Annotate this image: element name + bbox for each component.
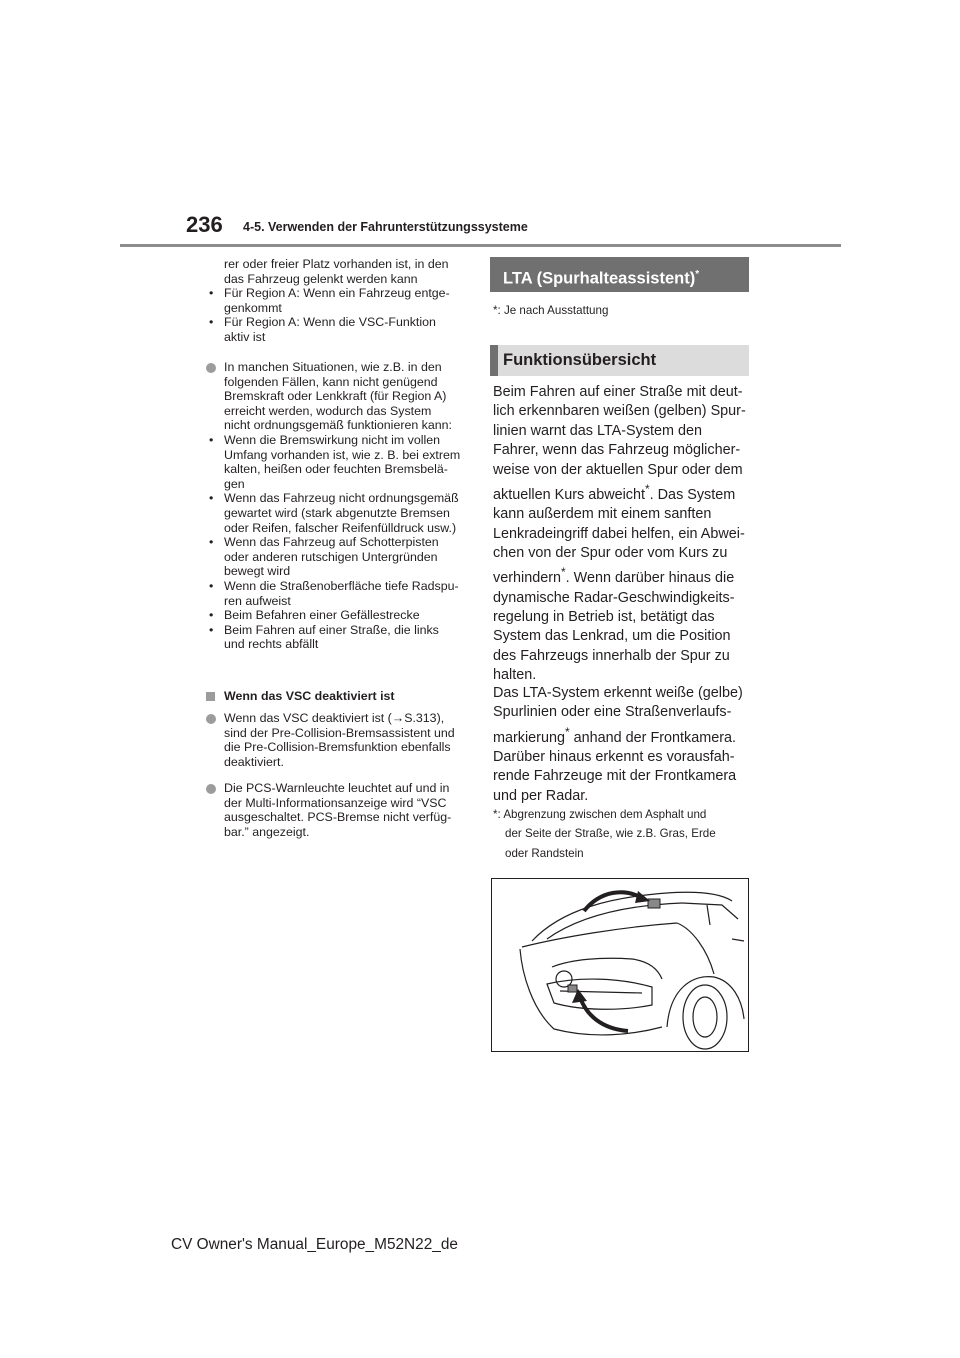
text-line <box>493 480 755 505</box>
text-line: und rechts abfällt <box>224 637 319 652</box>
radar-module-icon <box>568 985 577 992</box>
left-bullet-2 <box>206 711 468 769</box>
text-line: Wenn das VSC deaktiviert ist (→S.313), <box>224 711 445 725</box>
left-intro <box>206 257 468 345</box>
text-line: deaktiviert. <box>224 754 284 769</box>
list-item: • Wenn das Fahrzeug auf Schotterpisten oder anderen rutschigen Untergründen bewegt wird <box>206 535 468 579</box>
wheel-arch <box>667 977 744 1027</box>
front-camera-icon <box>648 899 660 908</box>
list-item: • Beim Befahren einer Gefällestrecke <box>206 608 468 623</box>
text-line: weise von der aktuellen Spur oder dem <box>493 461 743 478</box>
grille <box>547 979 652 1009</box>
subsection-heading <box>490 345 749 376</box>
page-number: 236 <box>186 212 223 237</box>
subsection-text: Funktionsübersicht <box>503 351 657 369</box>
list-item: • Für Region A: Wenn ein Fahrzeug entge- genkommt <box>206 286 468 315</box>
footnote-equipment <box>493 302 755 320</box>
text-line: Die PCS-Warnleuchte leuchtet auf und in <box>224 781 450 795</box>
camera-arrow-head <box>635 891 650 903</box>
text-line: Beim Fahren auf einer Straße, die links <box>224 622 439 637</box>
camera-arrow <box>584 892 644 911</box>
header-rule <box>120 244 841 247</box>
bullet-dot-icon <box>206 714 216 724</box>
section-heading-lta <box>490 257 749 292</box>
overview-paragraph-2 <box>493 684 755 806</box>
footnote-road-edge <box>493 805 755 863</box>
side-window-line <box>682 903 738 919</box>
text-line: der Seite der Straße, wie z.B. Gras, Erde <box>505 827 716 841</box>
text-line: das Fahrzeug gelenkt werden kann <box>224 271 418 286</box>
overview-paragraph-1 <box>493 383 755 686</box>
text-line: Das LTA-System erkennt weiße (gelbe) <box>493 685 743 701</box>
text-line: rer oder freier Platz vorhanden ist, in den <box>224 257 449 271</box>
list-item: • Beim Fahren auf einer Straße, die links und rechts abfällt <box>206 623 468 652</box>
text-line <box>493 563 755 588</box>
subheading-text: Wenn das VSC deaktiviert ist <box>224 689 395 703</box>
square-marker-icon <box>206 692 215 701</box>
left-bullet-1 <box>206 360 468 652</box>
text-line: Fahrer, wenn das Fahrzeug möglicher- <box>493 442 741 459</box>
left-bullet-3 <box>206 781 468 839</box>
text-span: verhindern <box>493 570 561 587</box>
roofline <box>532 892 732 941</box>
text-span: . Wenn darüber hinaus die <box>565 570 735 587</box>
heading-text: LTA (Spurhalteassistent) <box>503 269 696 288</box>
text-span: markierung <box>493 729 565 746</box>
text-span: anhand der Frontkamera. <box>569 729 737 746</box>
text-line: rende Fahrzeuge mit der Frontkamera <box>493 768 737 785</box>
text-line: gen <box>224 476 245 491</box>
text-line: ren aufweist <box>224 593 291 608</box>
front-wheel <box>683 985 727 1049</box>
hood-line <box>522 923 677 947</box>
text-line: Wenn die Bremswirkung nicht im vollen <box>224 432 441 447</box>
text-line: gewartet wird (stark abgenutzte Bremsen <box>224 505 450 520</box>
text-line: des Fahrzeugs innerhalb der Spur zu <box>493 647 730 664</box>
list-item: • Wenn das Fahrzeug nicht ordnungsgemäß gewartet wird (stark abgenutzte Bremsen oder Reifen, falscher Reifenfülldruck usw.) <box>206 491 468 535</box>
footnote-text: Je nach Ausstattung <box>503 304 609 317</box>
text-line <box>493 805 755 824</box>
windshield-line <box>547 903 682 939</box>
list-item: • Für Region A: Wenn die VSC-Funktion aktiv ist <box>206 315 468 344</box>
bullet-dot-icon <box>206 784 216 794</box>
hood-side-line <box>677 923 714 974</box>
bullet-paragraph <box>206 711 468 769</box>
text-span: aktuellen Kurs abweicht <box>493 486 645 503</box>
text-line: chen von der Spur oder vom Kurs zu <box>493 545 728 562</box>
text-line: der Multi-Informationsanzeige wird “VSC <box>224 795 447 810</box>
left-subheading-block <box>206 689 468 704</box>
text-line: ausgeschaltet. PCS-Bremse nicht verfüg- <box>224 810 452 825</box>
text-line: oder Randstein <box>505 846 584 860</box>
text-line: Beim Befahren einer Gefällestrecke <box>224 608 420 623</box>
text-line: In manchen Situationen, wie z.B. in den <box>224 360 442 374</box>
text-line: kalten, heißen oder feuchten Bremsbelä- <box>224 462 448 477</box>
wheel-hub <box>693 997 717 1037</box>
pillar-line <box>707 905 710 925</box>
text-line: und per Radar. <box>493 787 589 804</box>
bullet-paragraph <box>206 781 468 839</box>
text-line: aktiv ist <box>224 329 266 344</box>
headlight-line <box>552 958 662 979</box>
text-span: Abgrenzung zwischen dem Asphalt und <box>503 808 707 821</box>
text-line: halten. <box>493 667 537 684</box>
text-line: sind der Pre-Collision-Bremsassistent und <box>224 725 455 740</box>
text-line: oder anderen rutschigen Untergründen <box>224 549 438 564</box>
text-line: nicht ordnungsgemäß funktionieren kann: <box>224 418 452 433</box>
text-line: die Pre-Collision-Bremsfunktion ebenfalls <box>224 740 451 755</box>
text-line: Spurlinien oder eine Straßenverlaufs- <box>493 704 732 721</box>
text-line: regelung in Betrieb ist, betätigt das <box>493 609 715 626</box>
footnote-marker: * <box>564 724 570 739</box>
text-line: Für Region A: Wenn ein Fahrzeug entge- <box>224 286 450 301</box>
text-line: dynamische Radar-Geschwindigkeits- <box>493 589 735 606</box>
text-line: oder Reifen, falscher Reifenfülldruck usw.) <box>224 520 457 535</box>
text-line: lich erkennbaren weißen (gelben) Spur- <box>493 403 746 420</box>
text-line <box>493 723 755 748</box>
car-camera-illustration <box>491 878 749 1052</box>
text-line: Umfang vorhanden ist, wie z. B. bei extrem <box>224 447 461 462</box>
bullet-dot-icon <box>206 363 216 373</box>
list-item: • Wenn die Straßenoberfläche tiefe Radspu- ren aufweist <box>206 579 468 608</box>
text-line: Bremskraft oder Lenkkraft (für Region A) <box>224 389 447 404</box>
text-line: Lenkradeingriff dabei helfen, ein Abwei- <box>493 525 745 542</box>
section-title: 4-5. Verwenden der Fahrunterstützungssysteme <box>243 220 528 234</box>
radar-arrow <box>580 997 628 1031</box>
text-span: . Das System <box>649 486 736 503</box>
text-line: linien warnt das LTA-System den <box>493 422 703 439</box>
car-illustration-svg <box>492 879 748 1051</box>
text-line: Wenn das Fahrzeug auf Schotterpisten <box>224 535 439 550</box>
heading-accent-bar <box>490 345 498 376</box>
footer-manual-id: CV Owner's Manual_Europe_M52N22_de <box>171 1236 458 1253</box>
text-line: folgenden Fällen, kann nicht genügend <box>224 374 438 389</box>
text-line: bar.” angezeigt. <box>224 824 310 839</box>
text-line: System das Lenkrad, um die Position <box>493 628 731 645</box>
text-line: Darüber hinaus erkennt es vorausfah- <box>493 749 735 766</box>
footnote-marker: * <box>561 565 566 580</box>
mirror-line <box>732 939 744 941</box>
footnote-marker: * <box>695 269 700 280</box>
footnote-marker: *: <box>493 808 501 821</box>
vsc-subheading <box>206 689 468 704</box>
bullet-paragraph <box>206 360 468 433</box>
text-line: kann außerdem mit einem sanften <box>493 506 712 523</box>
text-line: Wenn das Fahrzeug nicht ordnungsgemäß <box>224 491 459 506</box>
list-item: • Wenn die Bremswirkung nicht im vollen Umfang vorhanden ist, wie z. B. bei extrem kalten, heißen oder feuchten Bremsbelä- gen <box>206 433 468 491</box>
text-line: Für Region A: Wenn die VSC-Funktion <box>224 315 436 330</box>
text-line: erreicht werden, wodurch das System <box>224 403 432 418</box>
text-line: Beim Fahren auf einer Straße mit deut- <box>493 384 743 400</box>
text-line: Wenn die Straßenoberfläche tiefe Radspu- <box>224 578 459 593</box>
footnote-marker: *: <box>493 304 501 317</box>
footnote-marker: * <box>645 482 650 497</box>
text-line: genkommt <box>224 300 282 315</box>
text-line: bewegt wird <box>224 564 291 579</box>
